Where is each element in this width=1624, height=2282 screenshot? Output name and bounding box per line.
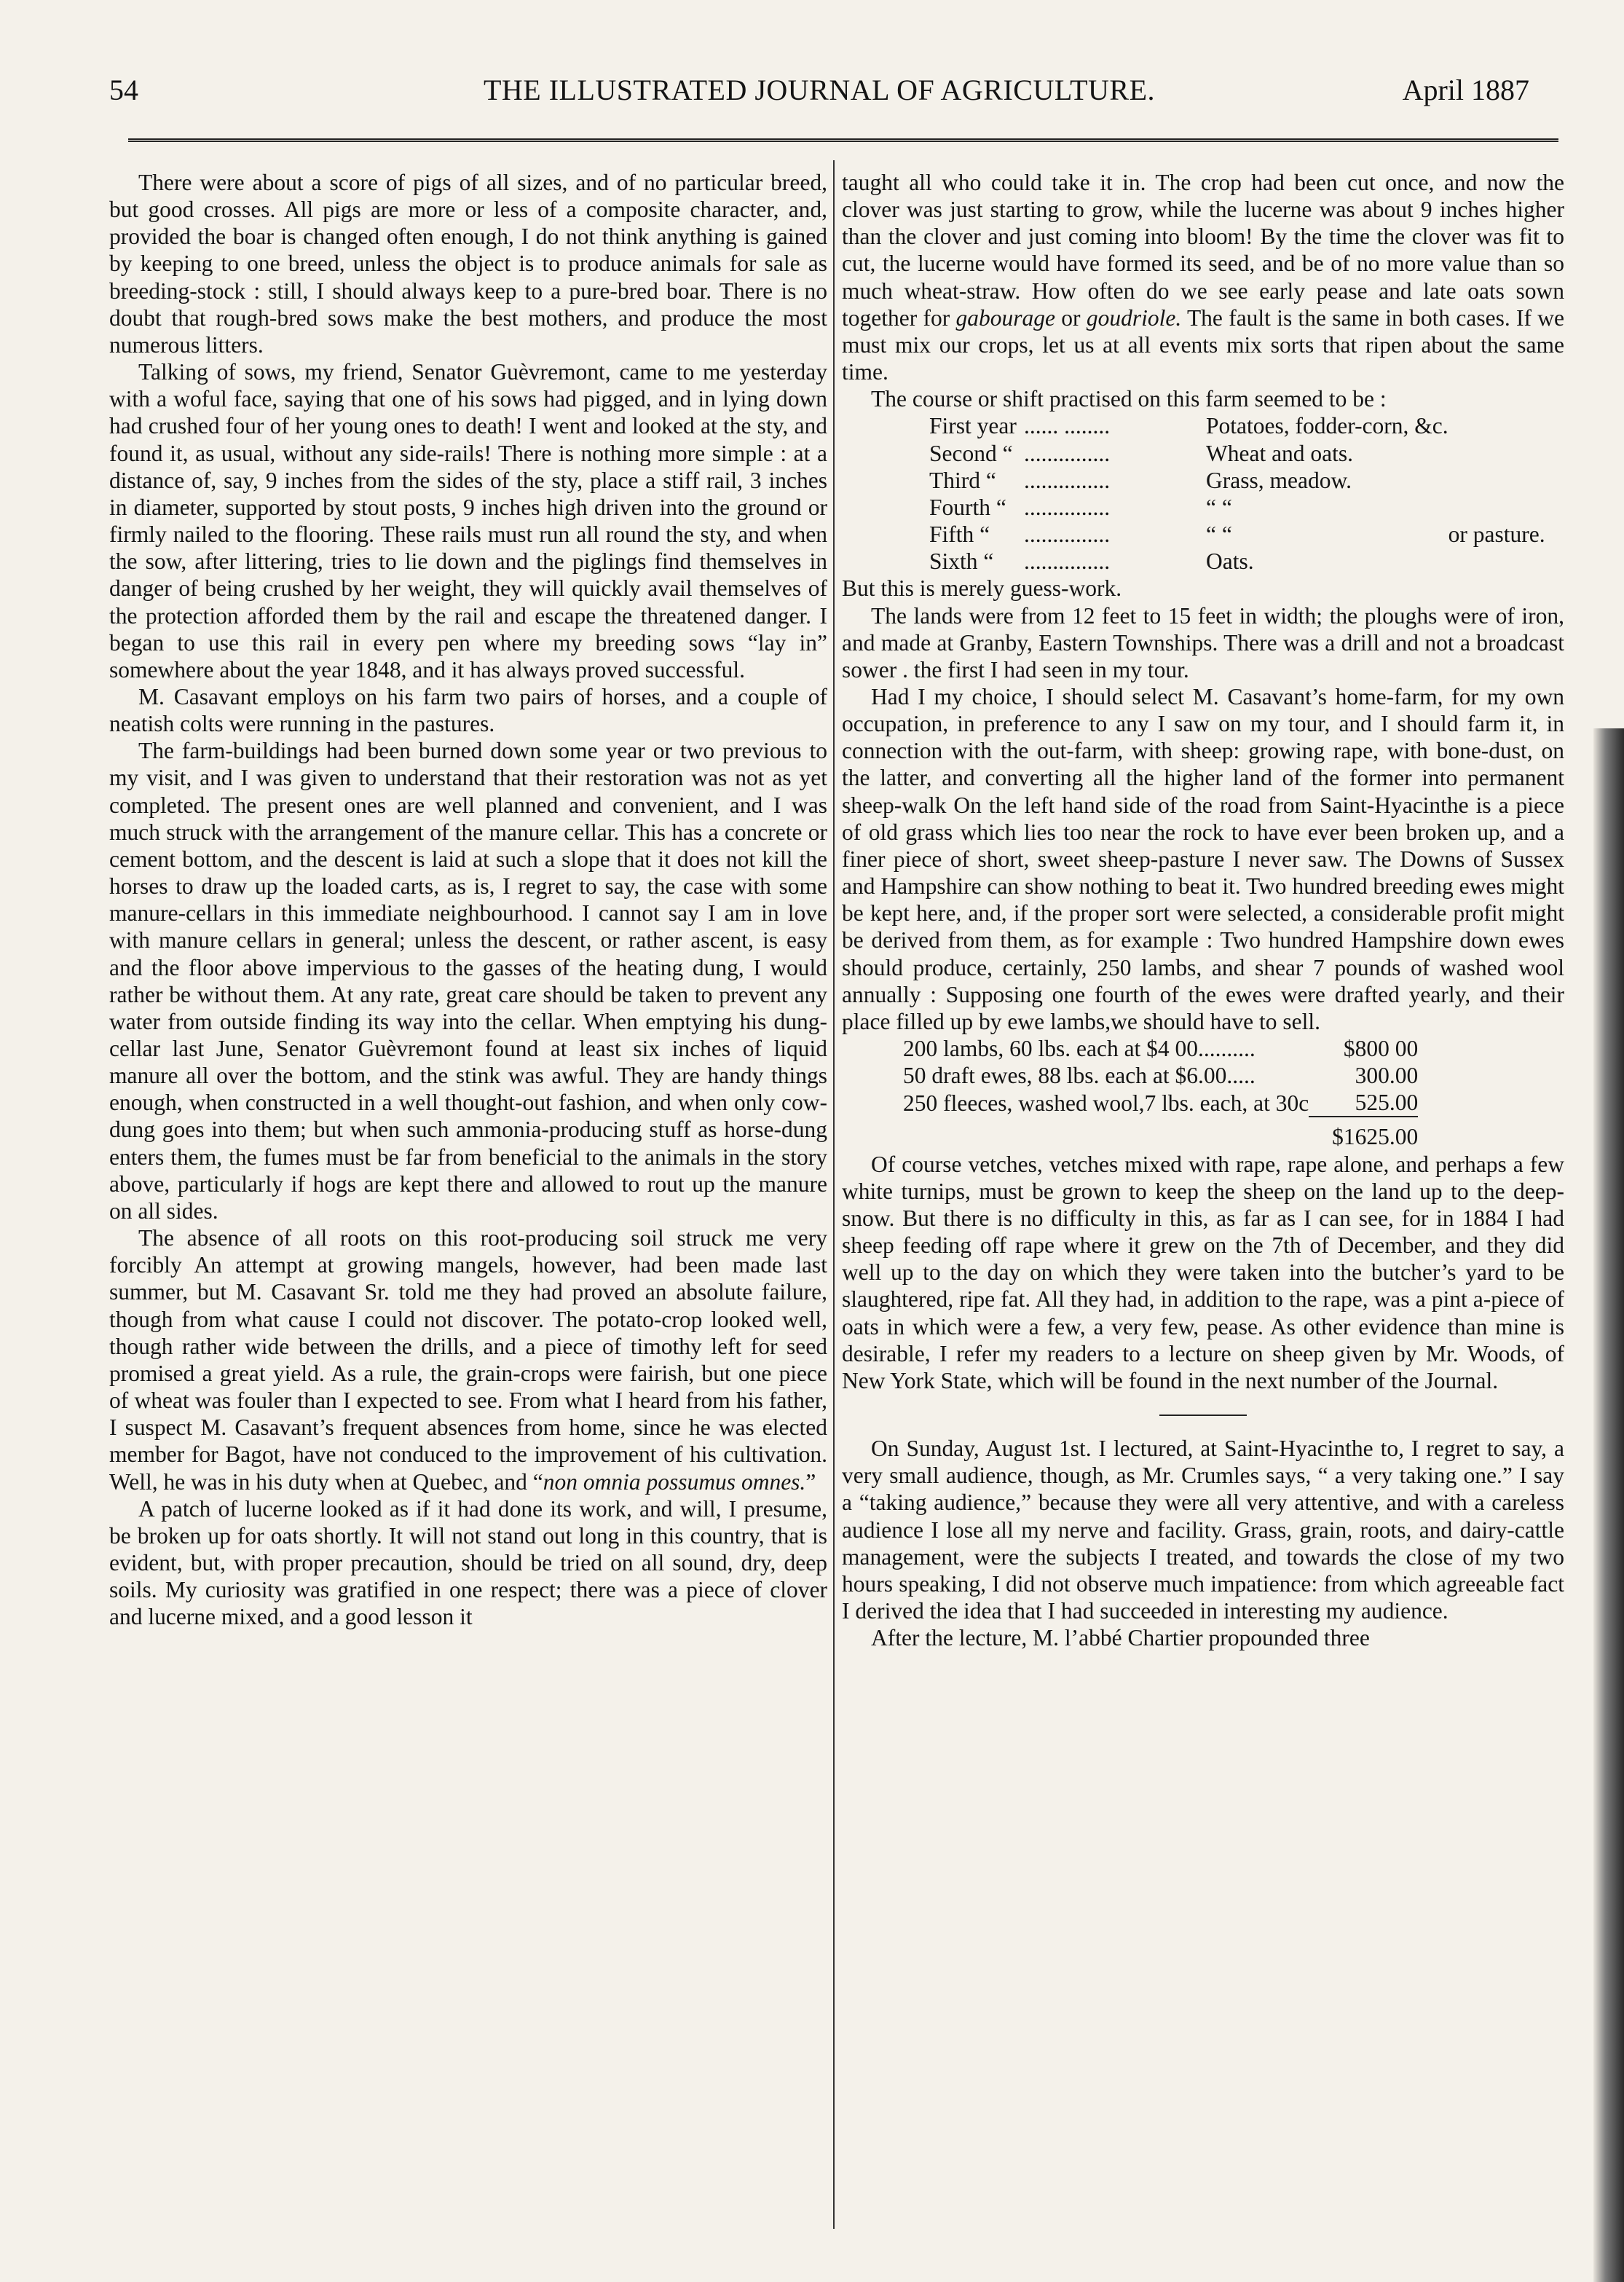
rotation-crop: Oats.: [1206, 548, 1254, 575]
page-number: 54: [109, 74, 138, 106]
rotation-year: First year: [929, 413, 1017, 439]
latin-quote-close: ”: [805, 1468, 816, 1495]
sheep-income-table: [903, 1035, 1418, 1151]
rotation-crop: “ “: [1206, 522, 1232, 548]
crop-rotation-table: [929, 412, 1545, 575]
page-header: [109, 73, 1529, 117]
paragraph-home-farm: Had I my choice, I should select M. Casavant’s home-farm, for my own occupation, in preference to any I saw on my tour, and I should farm it, in connection with the out-farm, with sheep: growing rape, with bone-dust, on the latter, and converting all the higher land of the former into permanent sheep-walk On the left hand side of the road from Saint-Hyacinthe is a piece of old grass which lies too near the rock to have ever been broken up, and a finer piece of short, sweet sheep-pasture I never saw. The Downs of Sussex and Hampshire can show nothing to beat it. Two hundred breeding ewes might be kept here, and, if the proper sort were selected, a considerable profit might be derived from them, as for example : Two hundred Hampshire down ewes should produce, certainly, 250 lambs, and shear 7 pounds of washed wool annually : Supposing one fourth of the ewes were drafted yearly, and their place filled up by ewe lambs,we should have to sell.: [842, 683, 1564, 1034]
rotation-crop: Grass, meadow.: [1206, 467, 1352, 493]
rotation-row: [929, 521, 1545, 548]
rotation-row: [929, 494, 1545, 521]
income-amount: 525.00: [1355, 1090, 1419, 1116]
rotation-note: [1448, 467, 1545, 494]
paragraph-guess-work: But this is merely guess-work.: [842, 575, 1122, 602]
rotation-row: [929, 440, 1545, 467]
paragraph-sows: Talking of sows, my friend, Senator Guèvremont, came to me yesterday with a woful face, saying that one of his sows had pigged, and in lying down had crushed four of her young ones to death! I went and looked at the sty, and found it, as usual, without any side-rails! There is nothing more simple : at a distance of, say, 9 inches from the sides of the sty, place a stiff rail, 3 inches in diameter, supported by stout posts, 9 inches high driven into the ground or firmly nailed to the flooring. These rails must run all round the sty, and when the sow, after littering, tries to lie down and the piglings find themselves in danger of being crushed by her weight, they will quickly avail themselves of the protection afforded them by the rail and escape the threatened danger. I began to use this rail in every pen where my breeding sows “lay in” somewhere about the year 1848, and it has always proved successful.: [109, 359, 827, 682]
rotation-year: Third “: [929, 467, 996, 493]
income-total-row: [903, 1117, 1418, 1150]
clover-text-c: The fault is the same in both cases. If we must mix our crops, let us at all events mix sorts that ripen about the same time.: [842, 304, 1564, 385]
rotation-row: [929, 467, 1545, 494]
latin-quote: non omnia possumus omnes.: [543, 1468, 806, 1495]
rotation-crop: Potatoes, fodder-corn, &c.: [1206, 413, 1448, 439]
column-divider: [833, 160, 835, 2229]
roots-text: The absence of all roots on this root-producing soil struck me very forcibly An attempt at growing mangels, however, had been made last summer, but M. Casavant Sr. told me they had proved an absolute failure, though from what cause I could not discover. The potato-crop looked well, though rather wide between the drills, and a piece of timothy left for seed promised a great yield. As a rule, the grain-crops were fairish, but one piece of wheat was fouler than I expected to see. From what I heard from his father, I suspect M. Casavant’s frequent absences from home, since he was elected member for Bagot, have not conduced to the improvement of his cultivation. Well, he was in his duty when at Quebec, and “: [109, 1225, 827, 1495]
rotation-crop: Wheat and oats.: [1206, 440, 1354, 466]
rotation-year: Fifth “: [929, 522, 990, 548]
income-item: 50 draft ewes, 88 lbs. each at $6.00.....: [903, 1063, 1256, 1089]
rotation-leader: ...............: [1024, 440, 1111, 466]
paragraph-lands: The lands were from 12 feet to 15 feet in width; the ploughs were of iron, and made at Granby, Eastern Townships. There was a drill and not a broadcast sower . the first I had seen in my tour.: [842, 602, 1564, 682]
paragraph-lucerne: A patch of lucerne looked as if it had done its work, and will, I presume, be broken up for oats shortly. It will not stand out long in this country, that is evident, but, with proper precaution, should be tried on all sound, dry, deep soils. My curiosity was gratified in one respect; there was a piece of clover and lucerne mixed, and a good lesson it: [109, 1495, 827, 1630]
page-edge-shadow: [1593, 728, 1624, 2282]
rotation-leader: ...............: [1024, 467, 1111, 493]
paragraph-farm-buildings: The farm-buildings had been burned down some year or two previous to my visit, and I was given to understand that their restoration was not as yet completed. The present ones are well planned and convenient, and I was much struck with the arrangement of the manure cellar. This has a concrete or cement bottom, and the descent is laid at such a slope that it does not kill the horses to draw up the loaded carts, as is, I regret to say, the case with some manure-cellars in this immediate neighbourhood. I cannot say I am in love with manure cellars in general; unless the descent, or rather ascent, is easy and the floor above impervious to the gasses of the heating dung, I would rather be without them. At any rate, great care should be taken to prevent any water from outside finding its way into the cellar. When emptying his dung-cellar last June, Senator Guèvremont found at least six inches of liquid manure all over the bottom, and the stink was awful. They are handy things enough, when constructed in a well thought-out fashion, and when only cow-dung goes into them; but when such ammonia-producing stuff as horse-dung enters them, the fumes must be far from beneficial to the animals in the story above, particularly if hogs are kept there and allowed to rout up the manure on all sides.: [109, 738, 827, 1224]
rotation-leader: ...............: [1024, 494, 1111, 520]
income-row: [903, 1062, 1418, 1089]
journal-title: THE ILLUSTRATED JOURNAL OF AGRICULTURE.: [483, 74, 1156, 106]
rotation-leader: ...............: [1024, 548, 1111, 575]
paragraph-pigs: There were about a score of pigs of all sizes, and of no particular breed, but good crosses. All pigs are more or less of a composite character, and, provided the boar is changed often enough, I do not think anything is gained by keeping to one breed, unless the object is to produce animals for sale as breeding-stock : still, I should always keep to a pure-bred boar. There is no doubt that rough-bred sows make the best mothers, and produce the most numerous litters.: [109, 170, 827, 358]
rotation-note: [1448, 440, 1545, 467]
income-row: [903, 1035, 1418, 1062]
term-goudriole: goudriole.: [1086, 304, 1182, 331]
rotation-note: [1448, 548, 1545, 575]
income-amount: 300.00: [1355, 1063, 1419, 1089]
rotation-note: or pasture.: [1448, 522, 1545, 548]
section-rule: [1159, 1415, 1247, 1416]
paragraph-lecture: On Sunday, August 1st. I lectured, at Saint-Hyacinthe to, I regret to say, a very small audience, though, as Mr. Crumles says, “ a very taking one.” I say a “taking audience,” because they were all very attentive, and with a careless audience I lose all my nerve and facility. Grass, grain, roots, and dairy-cattle management, were the subjects I treated, and towards the close of my two hours speaking, I did not observe much impatience: from which agreeable fact I derived the idea that I had succeeded in interesting my audience.: [842, 1436, 1564, 1624]
income-amount: $800 00: [1343, 1036, 1419, 1061]
rotation-crop: “ “: [1206, 494, 1232, 520]
rotation-note: [1448, 494, 1545, 521]
rotation-leader: ...... ........: [1024, 413, 1111, 439]
rotation-year: Second “: [929, 440, 1013, 466]
rotation-row: [929, 412, 1545, 439]
clover-text-a: taught all who could take it in. The crop had been cut once, and now the clover was just starting to grow, while the lucerne was about 9 inches higher than the clover and just coming into bloom! By the time the clover was fit to cut, the lucerne would have formed its seed, and be of no more value than so much wheat-straw. How often do we see early pease and late oats sown together for: [842, 170, 1564, 331]
term-gabourage: gabourage: [955, 304, 1056, 331]
rotation-note: [1448, 412, 1545, 439]
paragraph-course-intro: The course or shift practised on this farm seemed to be :: [871, 386, 1387, 412]
income-row: [903, 1089, 1418, 1117]
paragraph-vetches: Of course vetches, vetches mixed with rape, rape alone, and perhaps a few white turnips, must be grown to keep the sheep on the land up to the deep-snow. But there is no difficulty in this, as far as I can see, for in 1884 I had sheep feeding off rape where it grew on the 7th of December, and they did well up to the day on which they were taken into the butcher’s yard to be slaughtered, ripe fat. All they had, in addition to the rape, was a pint a-piece of oats in which were a few, a very few, pease. As other evidence than mine is desirable, I refer my readers to a lecture on sheep given by Mr. Woods, of New York State, which will be found in the next number of the Journal.: [842, 1151, 1564, 1393]
paragraph-clover-cont: [842, 169, 1564, 385]
paragraph-horses: M. Casavant employs on his farm two pairs of horses, and a couple of neatish colts were running in the pastures.: [109, 683, 827, 737]
left-column: [109, 169, 827, 1630]
income-total: $1625.00: [1309, 1117, 1418, 1150]
header-rule: [128, 138, 1558, 142]
rotation-row: [929, 548, 1545, 575]
rotation-year: Sixth “: [929, 548, 994, 575]
issue-date: April 1887: [1402, 74, 1529, 106]
income-item: 250 fleeces, washed wool,7 lbs. each, at 30c: [903, 1090, 1309, 1116]
rotation-year: Fourth “: [929, 494, 1006, 520]
paragraph-roots: [109, 1224, 827, 1495]
paragraph-after-lecture: After the lecture, M. l’abbé Chartier propounded three: [871, 1625, 1370, 1651]
rotation-leader: ...............: [1024, 522, 1111, 548]
income-item: 200 lambs, 60 lbs. each at $4 00..........: [903, 1036, 1256, 1061]
right-column: [842, 169, 1564, 1651]
clover-text-b: or: [1055, 304, 1087, 331]
